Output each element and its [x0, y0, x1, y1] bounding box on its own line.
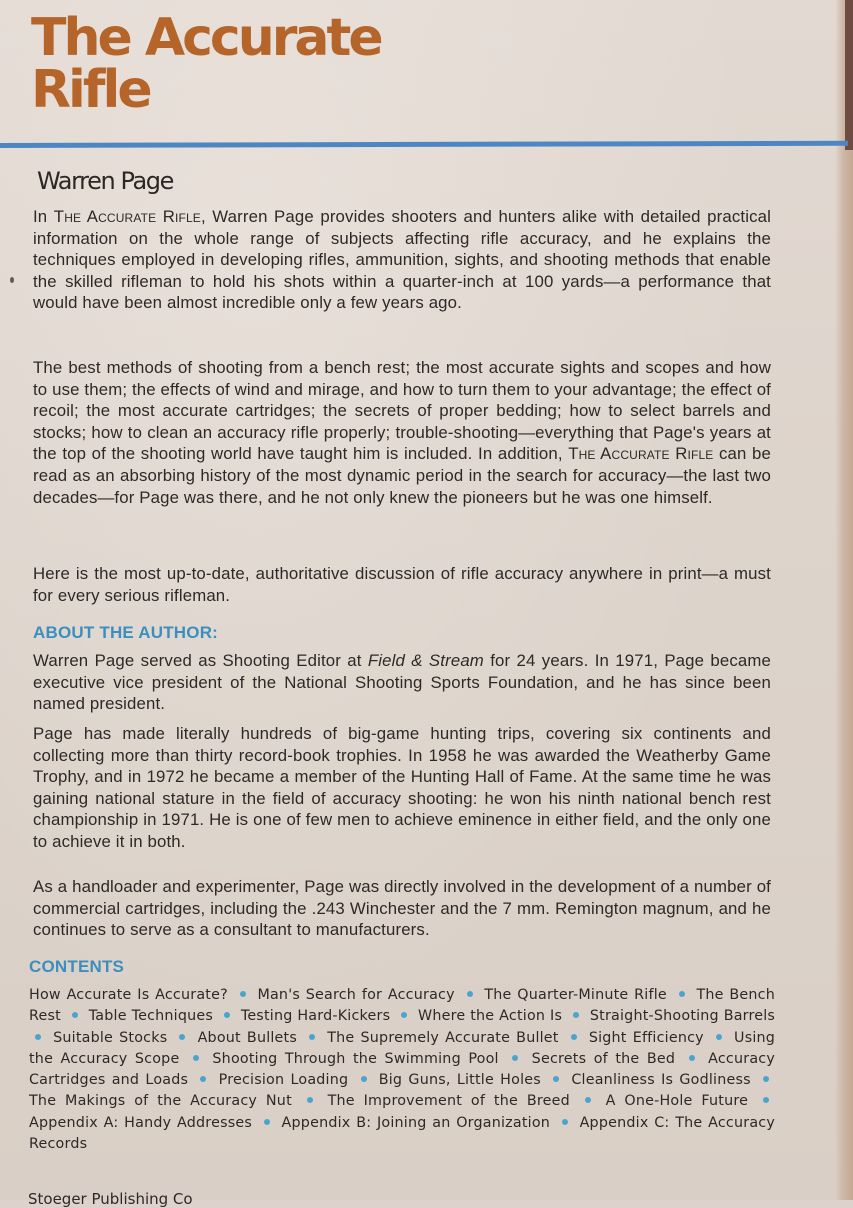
- bullet-dot-icon: [585, 1097, 591, 1103]
- contents-item: Appendix C: The Accuracy Records: [29, 1114, 776, 1153]
- bullet-dot-icon: [716, 1034, 722, 1040]
- bullet-dot-icon: [224, 1012, 230, 1018]
- bullet-dot-icon: [72, 1012, 78, 1018]
- contents-item: Accuracy Cartridges and Loads: [29, 1050, 776, 1089]
- bullet-dot-icon: [361, 1076, 367, 1082]
- bullet-dot-icon: [240, 991, 246, 997]
- contents-item: Sight Efficiency: [588, 1029, 704, 1046]
- contents-item: Man's Search for Accuracy: [257, 987, 455, 1003]
- bullet-dot-icon: [689, 1055, 695, 1061]
- bullet-dot-icon: [573, 1012, 579, 1018]
- bullet-dot-icon: [307, 1097, 313, 1103]
- text: can be read as an absorbing history of the most dynamic period in the search for accuracy—the last two decades—for Page was there, and he not only knew the pioneers but he was one himself.: [33, 444, 771, 507]
- bullet-dot-icon: [264, 1119, 270, 1125]
- about-paragraph-2: [33, 723, 771, 853]
- contents-item: Cleanliness Is Godliness: [571, 1072, 751, 1089]
- bullet-dot-icon: [401, 1012, 407, 1018]
- text: The best methods of shooting from a bench rest; the most accurate sights and scopes and how to use them; the effects of wind and mirage, and how to turn them to your advantage; the effect of recoil; the most accurate cartridges; the secrets of proper bedding; how to select barrels and stocks; how to clean an accuracy rifle properly; trouble-shooting—everything that Page's years at the top of the shooting world have taught him is included. In addition,: [33, 358, 771, 464]
- paper-speck: [10, 277, 14, 283]
- contents-item: Appendix B: Joining an Organization: [281, 1114, 551, 1131]
- contents-item: The Improvement of the Breed: [327, 1093, 570, 1110]
- divider-rule: [0, 141, 848, 148]
- description-paragraph-3: [33, 563, 771, 606]
- bullet-dot-icon: [763, 1076, 769, 1082]
- bullet-dot-icon: [35, 1034, 41, 1040]
- contents-item: Where the Action Is: [418, 1008, 563, 1025]
- page-edge: [835, 0, 853, 1200]
- contents-heading: CONTENTS: [29, 957, 125, 976]
- text: Page has made literally hundreds of big-game hunting trips, covering six continents and collecting more than thirty record-book trophies. In 1958 he was awarded the Weatherby Game Trophy, and in 1972 he became a member of the Hunting Hall of Fame. At the same time he was gaining national stature in the field of accuracy shooting: he won his ninth national bench rest championship in 1971. He is one of few men to achieve eminence in either field, and the only one to achieve it in both.: [33, 724, 771, 851]
- bullet-dot-icon: [467, 991, 473, 997]
- book-title-smallcaps: The Accurate Rifle: [568, 444, 714, 464]
- text: , Warren Page provides shooters and hunters alike with detailed practical information on the whole range of subjects affecting rifle accuracy, and he explains the techniques employed in developing rifles, ammunition, sights, and shooting methods that enable the skilled rifleman to hold his shots within a quarter-inch at 100 yards—a performance that would have been almost incredible only a few years ago.: [33, 207, 771, 313]
- text: Warren Page served as Shooting Editor at: [33, 651, 368, 670]
- contents-item: Table Techniques: [88, 1008, 214, 1025]
- contents-item: Straight-Shooting Barrels: [589, 1008, 776, 1025]
- description-paragraph-1: [33, 206, 771, 314]
- contents-item: How Accurate Is Accurate?: [29, 987, 228, 1003]
- text: As a handloader and experimenter, Page was directly involved in the development of a number of commercial cartridges, including the .243 Winchester and the 7 mm. Remington magnum, and he continues to serve as a consultant to manufacturers.: [33, 877, 771, 940]
- contents-item: Appendix A: Handy Addresses: [29, 1114, 253, 1131]
- bullet-dot-icon: [179, 1034, 185, 1040]
- contents-item: Using the Accuracy Scope: [29, 1029, 776, 1067]
- author-name: Warren Page: [37, 167, 173, 195]
- magazine-name: Field & Stream: [367, 651, 484, 670]
- description-paragraph-2: [33, 357, 771, 508]
- book-title: [31, 8, 381, 120]
- about-paragraph-1: [33, 650, 771, 715]
- contents-item: The Quarter-Minute Rifle: [484, 987, 667, 1003]
- book-title-line-2: Rifle: [31, 60, 150, 120]
- contents-item: Secrets of the Bed: [531, 1050, 676, 1067]
- contents-item: About Bullets: [197, 1029, 297, 1046]
- publisher-line: Stoeger Publishing Co: [28, 1190, 193, 1208]
- about-paragraph-3: [33, 876, 771, 941]
- about-author-heading: ABOUT THE AUTHOR:: [33, 623, 219, 642]
- text: In: [33, 207, 54, 226]
- bullet-dot-icon: [200, 1076, 206, 1082]
- contents-item: Big Guns, Little Holes: [378, 1072, 541, 1089]
- contents-item: The Supremely Accurate Bullet: [327, 1029, 559, 1046]
- bullet-dot-icon: [571, 1034, 577, 1040]
- bullet-dot-icon: [309, 1034, 315, 1040]
- text: for 24 years. In 1971, Page became executive vice president of the National Shooting Sports Foundation, and he has since been named president.: [33, 651, 771, 714]
- contents-item: A One-Hole Future: [605, 1093, 749, 1110]
- book-title-smallcaps: The Accurate Rifle: [53, 207, 201, 226]
- bullet-dot-icon: [763, 1097, 769, 1103]
- page-edge-shadow: [845, 0, 853, 150]
- bullet-dot-icon: [193, 1055, 199, 1061]
- text: Here is the most up-to-date, authoritative discussion of rifle accuracy anywhere in print—a must for every serious rifleman.: [33, 564, 771, 605]
- contents-list: [29, 985, 775, 1155]
- contents-item: Testing Hard-Kickers: [240, 1008, 391, 1025]
- contents-item: Suitable Stocks: [53, 1029, 168, 1046]
- book-title-line-1: The Accurate: [31, 8, 381, 68]
- contents-item: Precision Loading: [218, 1072, 349, 1089]
- contents-item: Shooting Through the Swimming Pool: [212, 1050, 499, 1067]
- bullet-dot-icon: [562, 1119, 568, 1125]
- contents-item: The Bench Rest: [29, 987, 775, 1025]
- bullet-dot-icon: [679, 991, 685, 997]
- contents-item: The Makings of the Accuracy Nut: [29, 1093, 292, 1110]
- bullet-dot-icon: [512, 1055, 518, 1061]
- bullet-dot-icon: [553, 1076, 559, 1082]
